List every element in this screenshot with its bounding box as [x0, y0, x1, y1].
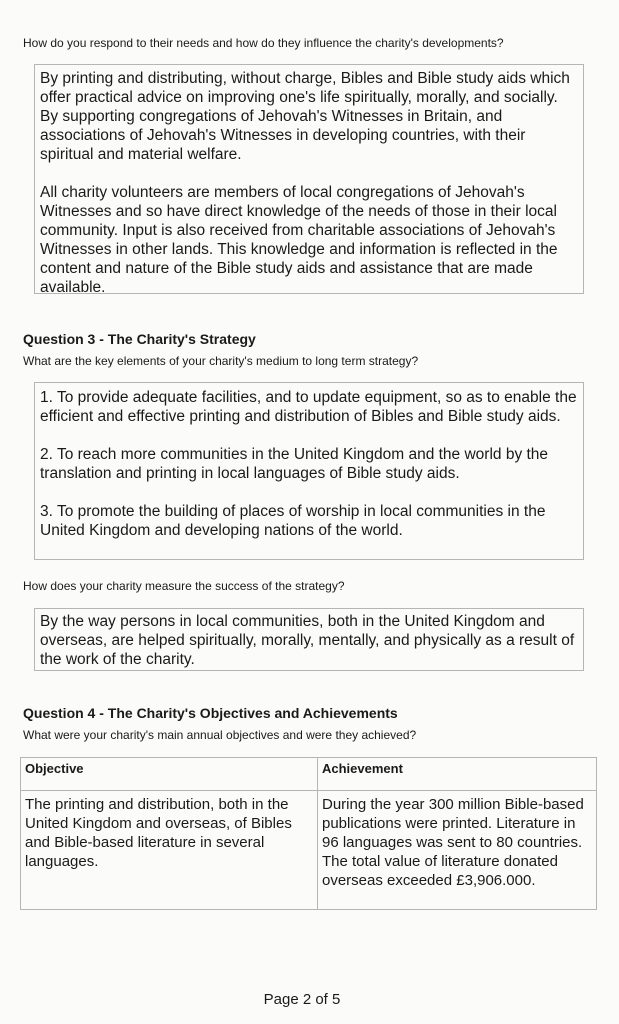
respond-paragraph-2: All charity volunteers are members of local congregations of Jehovah's Witnesses and so have direct knowledge of the needs of those in their local community. Input is also received from charitable associations of Jehovah's Witnesses in other lands. This knowledge and information is reflected in the content and nature of the Bible study aids and assistance that are made available.: [40, 184, 558, 296]
q4-heading: Question 4 - The Charity's Objectives and Achievements: [23, 705, 398, 721]
achievement-column-header: Achievement: [318, 758, 597, 791]
strategy-answer-box: [34, 382, 584, 560]
respond-paragraph-1: By printing and distributing, without charge, Bibles and Bible study aids which offer practical advice on improving one's life spiritually, morally, and socially. By supporting congregations of Jehovah's Witnesses in Britain, and associations of Jehovah's Witnesses in developing countries, with their spiritual and material welfare.: [40, 70, 570, 163]
achievement-cell: During the year 300 million Bible-based publications were printed. Literature in 96 languages was sent to 80 countries. The total value of literature donated overseas exceeded £3,906.000.: [318, 791, 597, 910]
table-row: [21, 791, 597, 910]
measure-question: How does your charity measure the success of the strategy?: [23, 579, 345, 593]
measure-answer-box: [34, 608, 584, 671]
q3-question: What are the key elements of your charity's medium to long term strategy?: [23, 354, 419, 368]
table-header-row: [21, 758, 597, 791]
page-number: Page 2 of 5: [263, 991, 341, 1008]
objective-column-header: Objective: [21, 758, 318, 791]
objective-cell: The printing and distribution, both in the United Kingdom and overseas, of Bibles and Bible-based literature in several languages.: [21, 791, 318, 910]
strategy-item-2: 2. To reach more communities in the United Kingdom and the world by the translation and printing in local languages of Bible study aids.: [40, 446, 549, 482]
strategy-item-1: 1. To provide adequate facilities, and to update equipment, so as to enable the efficient and effective printing and distribution of Bibles and Bible study aids.: [40, 389, 577, 425]
measure-answer: By the way persons in local communities, both in the United Kingdom and overseas, are helped spiritually, morally, mentally, and physically as a result of the work of the charity.: [40, 613, 575, 668]
objectives-table: [20, 757, 597, 910]
respond-question: How do you respond to their needs and how do they influence the charity's developments?: [23, 36, 504, 50]
respond-answer-box: [34, 64, 584, 294]
q3-heading: Question 3 - The Charity's Strategy: [23, 331, 256, 347]
q4-question: What were your charity's main annual objectives and were they achieved?: [23, 728, 417, 742]
strategy-item-3: 3. To promote the building of places of worship in local communities in the United Kingdom and developing nations of the world.: [40, 503, 546, 539]
